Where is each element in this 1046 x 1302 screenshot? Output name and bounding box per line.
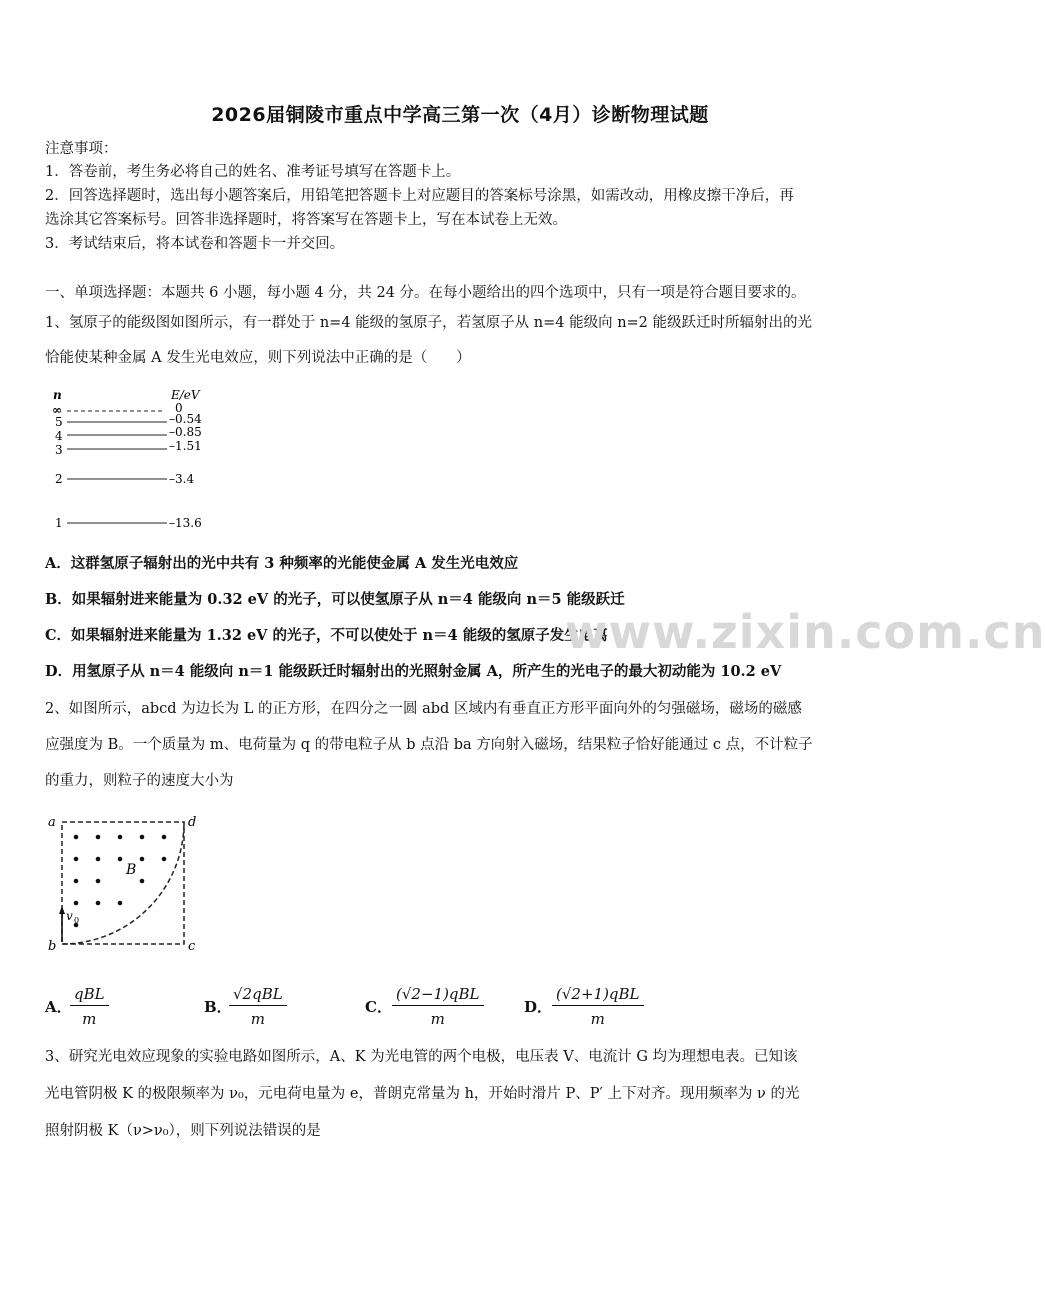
q2-option-d-numerator: (√2+1)qBL [552, 985, 644, 1006]
q2-option-d-denominator: m [590, 1010, 605, 1028]
q2-option-d-label: D． [524, 998, 553, 1016]
q1-stem-line1: 1、氢原子的能级图如图所示，有一群处于 n=4 能级的氢原子，若氢原子从 n=4 能级向 n=2 能级跃迁时所辐射出的光 [45, 315, 813, 331]
corner-c: c [188, 939, 196, 954]
level-e-3: –1.51 [169, 439, 202, 453]
level-n-5: 5 [55, 415, 63, 429]
q2-option-c-fraction [392, 985, 484, 1028]
q2-option-a-label: A． [45, 998, 72, 1016]
notice-item-3: 3．考试结束后，将本试卷和答题卡一并交回。 [45, 236, 345, 252]
quarter-circle-boundary [62, 822, 184, 944]
level-e-4: –0.85 [169, 425, 202, 439]
q2-option-c-numerator: (√2−1)qBL [392, 985, 484, 1006]
corner-d: d [188, 815, 197, 830]
energy-level-diagram [45, 386, 225, 536]
corner-b: b [48, 939, 57, 954]
q2-option-a-fraction [70, 985, 109, 1028]
velocity-label: v [66, 909, 73, 923]
n-axis-label: n [53, 388, 62, 402]
q2-stem-line2: 应强度为 B。一个质量为 m、电荷量为 q 的带电粒子从 b 点沿 ba 方向射入磁场，结果粒子恰好能通过 c 点，不计粒子 [45, 737, 813, 753]
q3-stem-line2: 光电管阴极 K 的极限频率为 ν₀，元电荷电量为 e，普朗克常量为 h，开始时滑片 P、P′ 上下对齐。现用频率为 ν 的光 [45, 1086, 800, 1102]
velocity-subscript: 0 [74, 916, 80, 925]
q2-option-a-denominator: m [82, 1010, 97, 1028]
square-boundary [62, 822, 184, 944]
q3-stem-line1: 3、研究光电效应现象的实验电路如图所示，A、K 为光电管的两个电极，电压表 V、电流计 G 均为理想电表。已知该 [45, 1049, 798, 1065]
level-n-4: 4 [55, 429, 63, 443]
q2-option-c-denominator: m [430, 1010, 445, 1028]
q2-stem-line1: 2、如图所示，abcd 为边长为 L 的正方形，在四分之一圆 abd 区域内有垂直正方形平面向外的匀强磁场，磁场的磁感 [45, 701, 802, 717]
q2-stem-line3: 的重力，则粒子的速度大小为 [45, 773, 234, 789]
q2-option-b-denominator: m [250, 1010, 265, 1028]
watermark: www.zixin.com.cn [565, 605, 1046, 659]
level-n-3: 3 [55, 443, 63, 457]
level-e-inf: 0 [175, 401, 183, 415]
energy-axis-label: E/eV [171, 388, 200, 402]
corner-a: a [48, 815, 56, 830]
level-n-1: 1 [55, 516, 63, 530]
q2-option-c-label: C． [365, 998, 392, 1016]
level-n-2: 2 [55, 472, 63, 486]
q1-option-b: B．如果辐射进来能量为 0.32 eV 的光子，可以使氢原子从 n＝4 能级向 n＝5 能级跃迁 [45, 591, 625, 608]
q2-option-b-label: B． [204, 998, 232, 1016]
level-n-inf: ∞ [52, 403, 62, 417]
q1-option-c: C．如果辐射进来能量为 1.32 eV 的光子，不可以使处于 n＝4 能级的氢原子发生电离 [45, 627, 608, 644]
notice-item-2: 2．回答选择题时，选出每小题答案后，用铅笔把答题卡上对应题目的答案标号涂黑，如需改动，用橡皮擦干净后，再 [45, 188, 794, 204]
velocity-arrowhead [59, 906, 65, 914]
q2-option-d-fraction [552, 985, 644, 1028]
q1-stem-line2: 恰能使某种金属 A 发生光电效应，则下列说法中正确的是（ ） [45, 350, 471, 366]
level-e-2: –3.4 [169, 472, 195, 486]
q1-option-a: A．这群氢原子辐射出的光中共有 3 种频率的光能使金属 A 发生光电效应 [45, 555, 519, 572]
q3-stem-line3: 照射阴极 K（ν>ν₀），则下列说法错误的是 [45, 1123, 321, 1139]
level-e-1: –13.6 [169, 516, 202, 530]
field-label: B [126, 862, 137, 878]
page-title: 2026届铜陵市重点中学高三第一次（4月）诊断物理试题 [211, 104, 709, 126]
section-heading: 一、单项选择题：本题共 6 小题，每小题 4 分，共 24 分。在每小题给出的四个选项中，只有一项是符合题目要求的。 [45, 285, 806, 301]
level-e-5: –0.54 [169, 412, 202, 426]
magnetic-field-figure [44, 808, 214, 958]
q1-option-d: D．用氢原子从 n＝4 能级向 n＝1 能级跃迁时辐射出的光照射金属 A，所产生的光电子的最大初动能为 10.2 eV [45, 663, 782, 680]
notice-item-1: 1．答卷前，考生务必将自己的姓名、准考证号填写在答题卡上。 [45, 164, 461, 180]
q2-option-a-numerator: qBL [70, 985, 109, 1006]
q2-option-b-fraction [229, 985, 287, 1028]
field-dots [74, 835, 167, 928]
q2-option-b-numerator: √2qBL [229, 985, 287, 1006]
notice-heading: 注意事项： [45, 141, 118, 157]
notice-item-2-cont: 选涂其它答案标号。回答非选择题时，将答案写在答题卡上，写在本试卷上无效。 [45, 212, 567, 228]
